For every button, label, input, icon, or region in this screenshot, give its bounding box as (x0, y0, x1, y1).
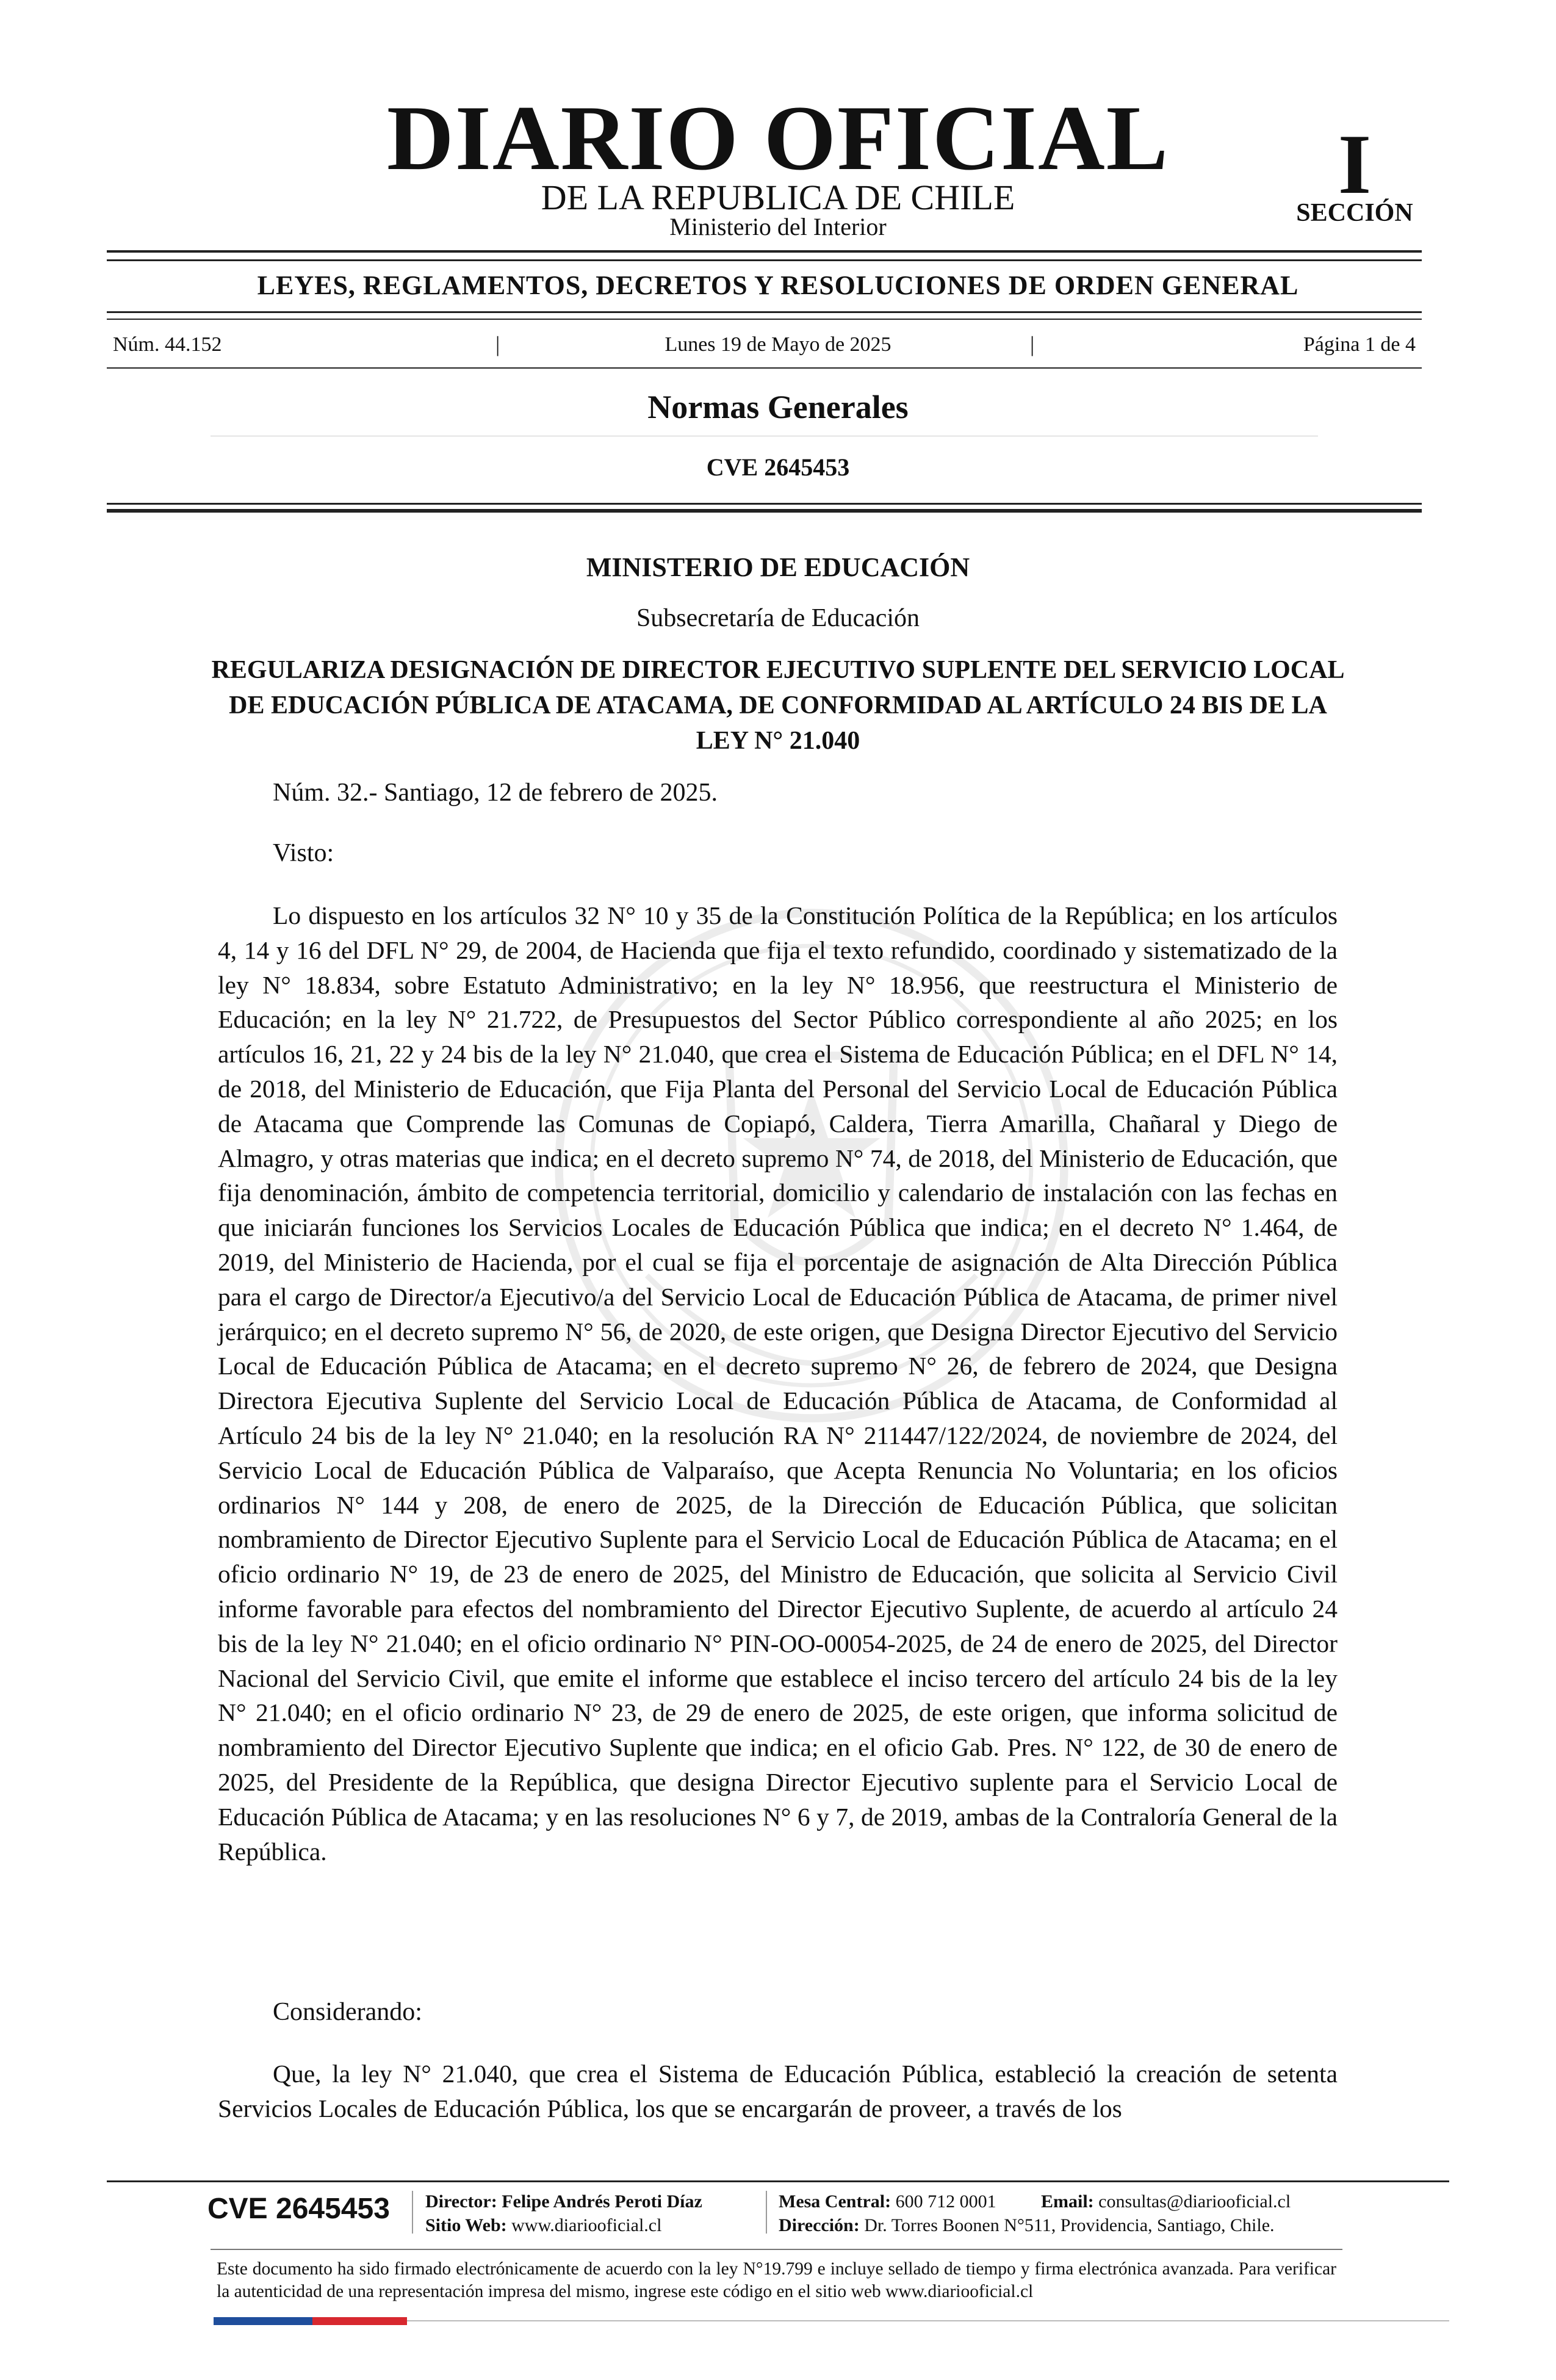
separator: | (495, 332, 500, 356)
ministry-subtitle: Ministerio del Interior (669, 213, 887, 240)
phone-label: Mesa Central: (779, 2191, 891, 2212)
header-rule (107, 311, 1422, 313)
footer-email (1041, 2193, 1291, 2211)
organization-title: MINISTERIO DE EDUCACIÓN (586, 552, 970, 582)
header-rule (107, 503, 1422, 505)
sub-organization: Subsecretaría de Educación (636, 604, 920, 632)
visto-label: Visto: (273, 839, 334, 867)
separator: | (1030, 332, 1035, 356)
footer-director (425, 2193, 702, 2211)
considerando-label: Considerando: (273, 1998, 422, 2026)
section-label: SECCIÓN (1296, 199, 1413, 227)
header-rule (107, 319, 1422, 320)
header-rule (107, 509, 1422, 513)
director-name: Felipe Andrés Peroti Díaz (502, 2191, 702, 2212)
footer-rule (211, 2249, 1342, 2250)
footer-cve-code: CVE 2645453 (207, 2193, 390, 2225)
flag-stripe-red (312, 2317, 407, 2325)
footer-divider (766, 2191, 767, 2234)
page-indicator: Página 1 de 4 (1303, 333, 1416, 356)
footer-address (779, 2216, 1275, 2235)
section-heading: Normas Generales (647, 389, 909, 425)
website-link[interactable]: www.diariooficial.cl (511, 2215, 662, 2235)
flag-stripe-blue (214, 2317, 312, 2325)
footer-rule (107, 2180, 1449, 2182)
header-rule (107, 367, 1422, 369)
phone-value: 600 712 0001 (895, 2191, 996, 2212)
header-rule (107, 250, 1422, 253)
address-value: Dr. Torres Boonen N°511, Providencia, Santiago, Chile. (864, 2215, 1275, 2235)
cve-code: CVE 2645453 (706, 453, 850, 481)
decree-number-date: Núm. 32.- Santiago, 12 de febrero de 2025. (273, 779, 718, 807)
director-label: Director: (425, 2191, 497, 2212)
issue-number: Núm. 44.152 (113, 333, 222, 356)
laws-title: LEYES, REGLAMENTOS, DECRETOS Y RESOLUCIONES DE ORDEN GENERAL (257, 270, 1299, 300)
website-label: Sitio Web: (425, 2215, 507, 2235)
email-link[interactable]: consultas@diariooficial.cl (1098, 2191, 1291, 2212)
decree-title: REGULARIZA DESIGNACIÓN DE DIRECTOR EJECUTIVO SUPLENTE DEL SERVICIO LOCAL DE EDUCACIÓN PÚBLICA DE ATACAMA, DE CONFORMIDAD AL ARTÍCULO 24 BIS DE LA LEY N° 21.040 (211, 656, 1345, 755)
footer-divider (412, 2191, 413, 2234)
masthead-title: DIARIO OFICIAL (386, 87, 1170, 189)
visto-paragraph: Lo dispuesto en los artículos 32 N° 10 y 35 de la Constitución Política de la República; en los artículos 4, 14 y 16 del DFL N° 29, de 2004, de Hacienda que fija el texto refundido, coordinado y sistematizado de la ley N° 18.834, sobre Estatuto Administrativo; en la ley N° 18.956, que reestructura el Ministerio de Educación; en la ley N° 21.722, de Presupuestos del Sector Público correspondiente al año 2025; en los artículos 16, 21, 22 y 24 bis de la ley N° 21.040, que crea el Sistema de Educación Pública; en el DFL N° 14, de 2018, del Ministerio de Educación, que Fija Planta del Personal del Servicio Local de Educación Pública de Atacama que Comprende las Comunas de Copiapó, Caldera, Tierra Amarilla, Chañaral y Diego de Almagro, y otras materias que indica; en el decreto supremo N° 74, de 2018, del Ministerio de Educación, que fija denominación, ámbito de competencia territorial, domicilio y calendario de instalación con las fechas en que iniciarán funciones los Servicios Locales de Educación Pública que indica; en el decreto N° 1.464, de 2019, del Ministerio de Hacienda, por el cual se fija el porcentaje de asignación de Alta Dirección Pública para el cargo de Director/a Ejecutivo/a del Servicio Local de Educación Pública de Atacama, de primer nivel jerárquico; en el decreto supremo N° 56, de 2020, de este origen, que Designa Director Ejecutivo del Servicio Local de Educación Pública de Atacama; en el decreto supremo N° 26, de febrero de 2024, que Designa Directora Ejecutiva Suplente del Servicio Local de Educación Pública de Atacama, de Conformidad al Artículo 24 bis de la ley N° 21.040; en la resolución RA N° 211447/122/2024, de noviembre de 2024, del Servicio Local de Educación Pública de Valparaíso, que Acepta Renuncia No Voluntaria; en los oficios ordinarios N° 144 y 208, de enero de 2025, de la Dirección de Educación Pública, que solicitan nombramiento de Director Ejecutivo Suplente para el Servicio Local de Educación Pública de Atacama; en el oficio ordinario N° 19, de 23 de enero de 2025, del Ministro de Educación, que solicita al Servicio Civil informe favorable para efectos del nombramiento del Director Ejecutivo Suplente, de acuerdo al artículo 24 bis de la ley N° 21.040; en el oficio ordinario N° PIN-OO-00054-2025, de 24 de enero de 2025, del Director Nacional del Servicio Civil, que emite el informe que establece el inciso tercero del artículo 24 bis de la ley N° 21.040; en el oficio ordinario N° 23, de 29 de enero de 2025, de este origen, que informa solicitud de nombramiento del Director Ejecutivo Suplente que indica; en el oficio Gab. Pres. N° 122, de 30 de enero de 2025, del Presidente de la República, que designa Director Ejecutivo suplente para el Servicio Local de Educación Pública de Atacama; y en las resoluciones N° 6 y 7, de 2019, ambas de la Contraloría General de la República. (218, 901, 1338, 1866)
footer-phone (779, 2193, 996, 2211)
header-rule (107, 259, 1422, 261)
footer-base-rule (407, 2320, 1449, 2321)
email-label: Email: (1041, 2191, 1094, 2212)
section-number: I (1338, 117, 1372, 212)
republic-subtitle: DE LA REPUBLICA DE CHILE (541, 178, 1015, 217)
issue-date: Lunes 19 de Mayo de 2025 (665, 333, 891, 356)
considering-paragraph: Que, la ley N° 21.040, que crea el Sistema de Educación Pública, estableció la creación de setenta Servicios Locales de Educación Pública, los que se encargarán de proveer, a través de los (218, 2060, 1338, 2122)
footer-website (425, 2216, 661, 2235)
address-label: Dirección: (779, 2215, 860, 2235)
footer-disclaimer: Este documento ha sido firmado electrónicamente de acuerdo con la ley N°19.799 e incluye sellado de tiempo y firma electrónica avanzada. Para verificar la autenticidad de una representación impresa del mismo, ingrese este código en el sitio web www.diariooficial.cl (217, 2259, 1336, 2301)
